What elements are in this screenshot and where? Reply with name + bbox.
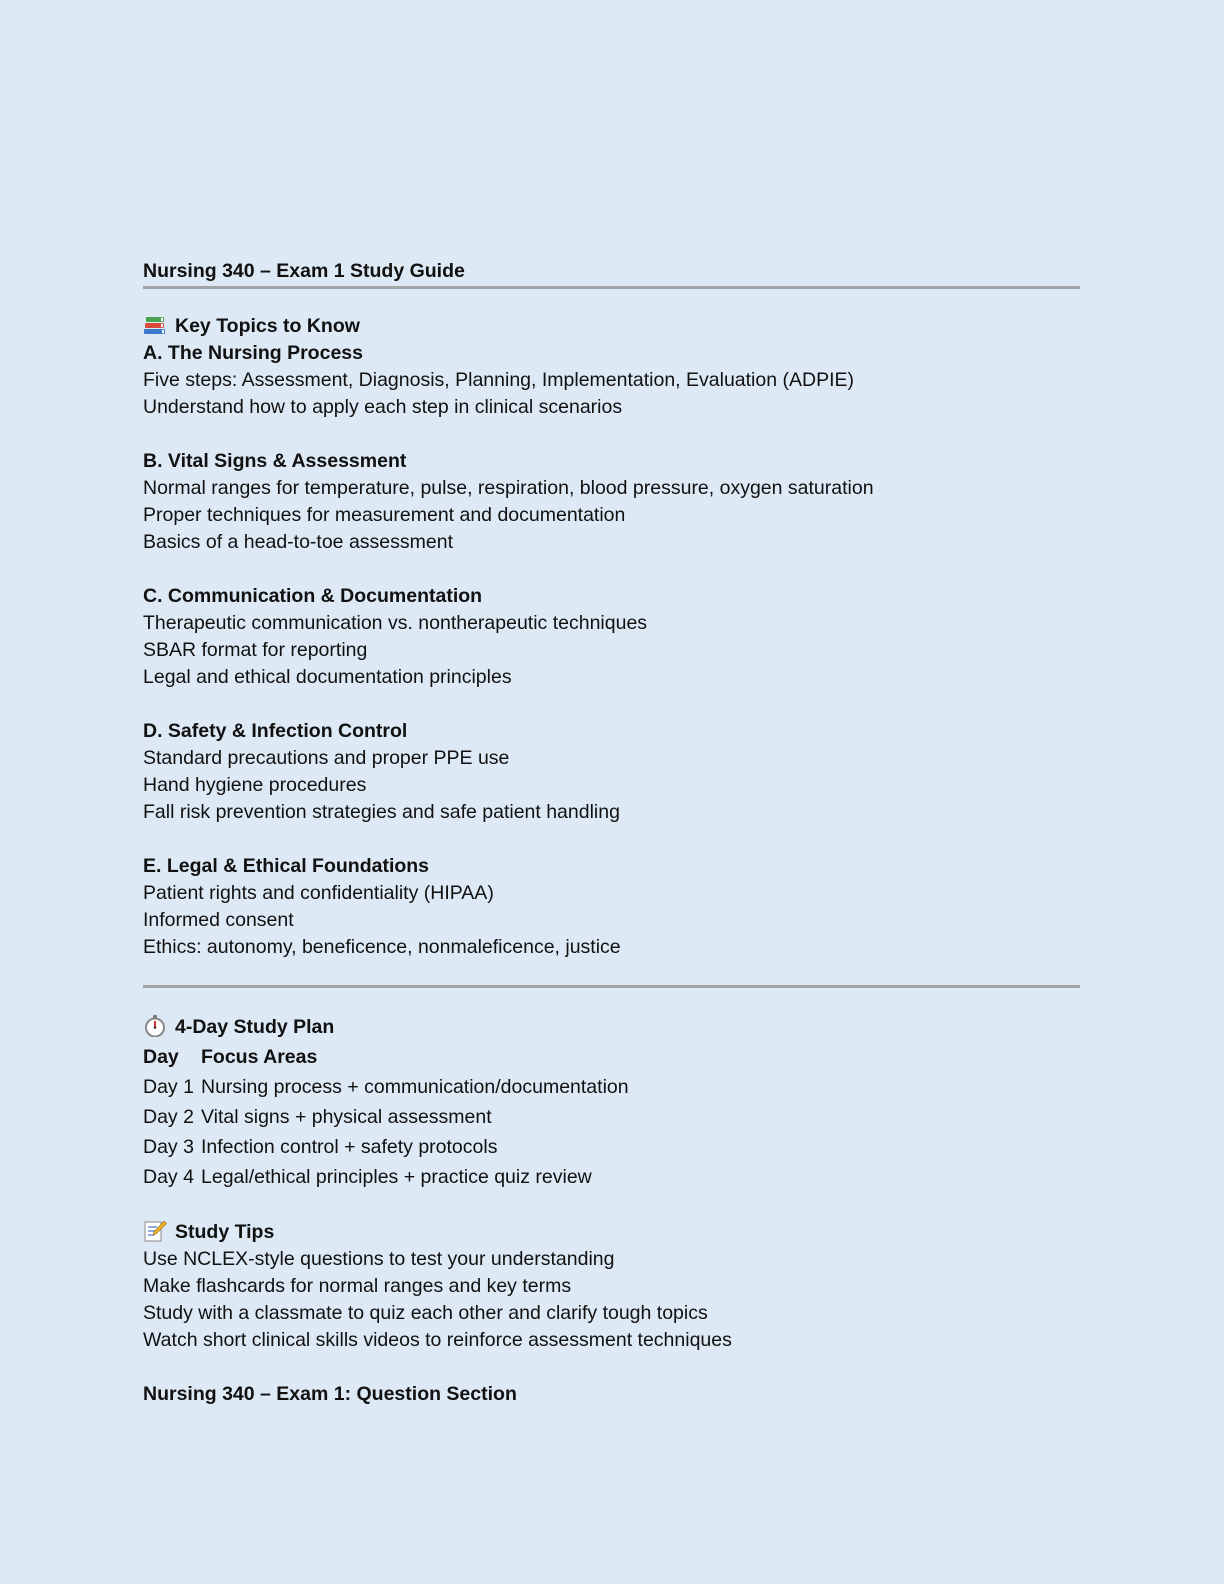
section-heading: D. Safety & Infection Control	[143, 720, 408, 742]
memo-icon	[143, 1220, 167, 1242]
table-cell-focus: Infection control + safety protocols	[201, 1136, 498, 1158]
section-heading: A. The Nursing Process	[143, 342, 363, 364]
table-cell-day: Day 2	[143, 1106, 194, 1128]
table-cell-day: Day 3	[143, 1136, 194, 1158]
table-row	[143, 1132, 1080, 1162]
list-item: Study with a classmate to quiz each other and clarify tough topics	[143, 1302, 708, 1324]
list-item: Make flashcards for normal ranges and key terms	[143, 1275, 572, 1297]
list-item: Basics of a head-to-toe assessment	[143, 531, 453, 553]
list-item: Watch short clinical skills videos to reinforce assessment techniques	[143, 1329, 732, 1351]
table-cell-focus: Legal/ethical principles + practice quiz review	[201, 1166, 592, 1188]
section-vital-signs	[143, 448, 1080, 556]
list-item: Five steps: Assessment, Diagnosis, Planning, Implementation, Evaluation (ADPIE)	[143, 369, 854, 391]
list-item: Normal ranges for temperature, pulse, respiration, blood pressure, oxygen saturation	[143, 477, 874, 499]
column-header-day: Day	[143, 1046, 179, 1068]
table-row	[143, 1072, 1080, 1102]
list-item: SBAR format for reporting	[143, 639, 368, 661]
books-icon	[143, 314, 167, 336]
table-row	[143, 1102, 1080, 1132]
list-item: Ethics: autonomy, beneficence, nonmaleficence, justice	[143, 936, 621, 958]
table-cell-focus: Nursing process + communication/documentation	[201, 1076, 629, 1098]
table-cell-day: Day 1	[143, 1076, 194, 1098]
section-safety	[143, 718, 1080, 826]
list-item: Therapeutic communication vs. nontherapeutic techniques	[143, 612, 648, 634]
section-legal-ethical	[143, 853, 1080, 961]
section-nursing-process	[143, 340, 1080, 421]
question-section-heading: Nursing 340 – Exam 1: Question Section	[143, 1383, 517, 1405]
list-item: Legal and ethical documentation principles	[143, 666, 512, 688]
document-title: Nursing 340 – Exam 1 Study Guide	[143, 260, 465, 282]
section-communication	[143, 583, 1080, 691]
list-item: Hand hygiene procedures	[143, 774, 367, 796]
study-tips-list	[143, 1246, 1080, 1354]
section-heading: C. Communication & Documentation	[143, 585, 483, 607]
table-cell-day: Day 4	[143, 1166, 194, 1188]
list-item: Informed consent	[143, 909, 294, 931]
section-heading: E. Legal & Ethical Foundations	[143, 855, 430, 877]
stopwatch-icon	[143, 1015, 167, 1037]
table-row	[143, 1162, 1080, 1192]
list-item: Proper techniques for measurement and documentation	[143, 504, 626, 526]
list-item: Patient rights and confidentiality (HIPAA)	[143, 882, 494, 904]
list-item: Understand how to apply each step in clinical scenarios	[143, 396, 623, 418]
study-plan-table	[143, 1042, 1080, 1192]
list-item: Use NCLEX-style questions to test your understanding	[143, 1248, 615, 1270]
section-heading: B. Vital Signs & Assessment	[143, 450, 407, 472]
table-header-row	[143, 1042, 1080, 1072]
study-tips-heading: Study Tips	[143, 1219, 1080, 1246]
list-item: Standard precautions and proper PPE use	[143, 747, 510, 769]
column-header-focus: Focus Areas	[201, 1046, 318, 1068]
key-topics-heading: Key Topics to Know	[143, 313, 1080, 340]
document-body	[143, 258, 1080, 1408]
study-plan-heading: 4-Day Study Plan	[143, 1012, 1080, 1042]
table-cell-focus: Vital signs + physical assessment	[201, 1106, 492, 1128]
list-item: Fall risk prevention strategies and safe patient handling	[143, 801, 620, 823]
